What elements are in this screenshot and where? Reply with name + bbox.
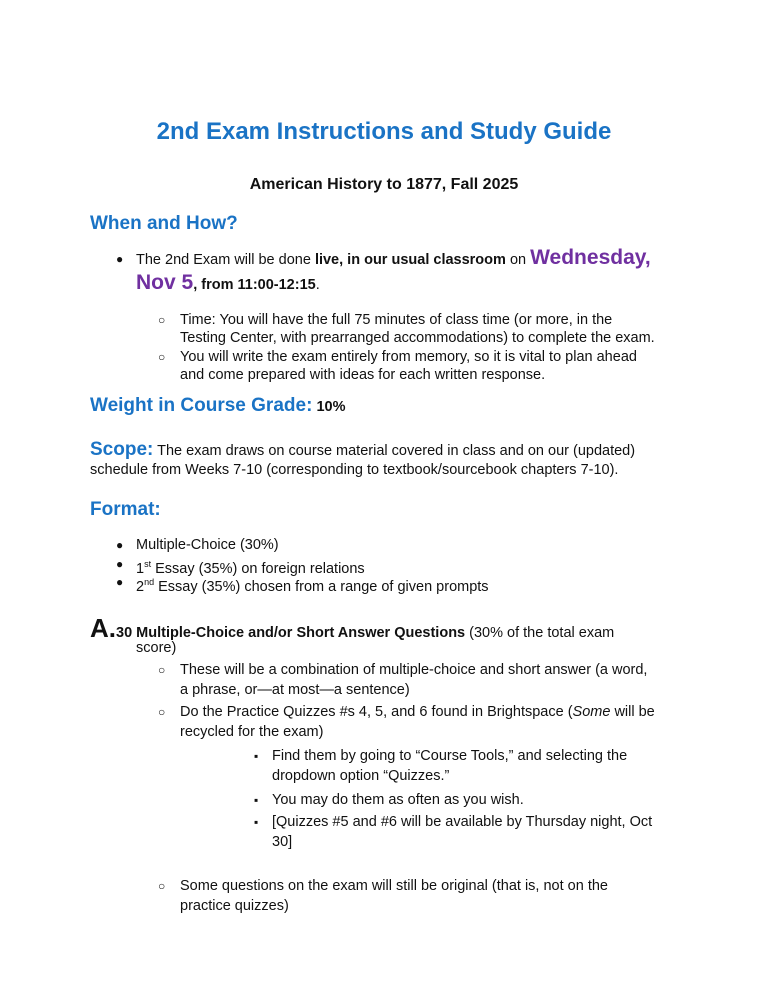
text: Time: You will have the full 75 minutes of class time (or more, in the (180, 312, 613, 328)
text: 2 (136, 578, 145, 595)
subtitle: American History to 1877, Fall 2025 (249, 176, 519, 193)
exam-date: Wednesday, (530, 246, 651, 269)
text: Some questions on the exam will still be original (that is, not on the (180, 878, 608, 894)
text: You will write the exam entirely from memory, so it is vital to plan ahead (180, 349, 637, 365)
text: Find them by going to “Course Tools,” and selecting the (272, 748, 628, 764)
circle-bullet-icon: ○ (158, 879, 166, 893)
text: Testing Center, with prearranged accommodations) to complete the exam. (180, 330, 655, 346)
text: a phrase, or—at most—a sentence) (180, 682, 410, 698)
bullet-icon: ● (116, 538, 124, 552)
circle-bullet-icon: ○ (158, 350, 166, 364)
section-letter: A. (90, 613, 116, 643)
text: (30% of the total exam (465, 625, 615, 641)
weight-line (90, 394, 345, 419)
exam-time: , from 11:00-12:15 (193, 277, 316, 293)
square-bullet-icon: ▪ (254, 793, 259, 807)
text: dropdown option “Quizzes.” (272, 768, 450, 784)
list-item (136, 573, 489, 596)
weight-value: 10% (316, 399, 346, 415)
text: nd (144, 577, 155, 587)
text: Essay (35%) on foreign relations (151, 560, 365, 577)
text-italic: Some (572, 704, 611, 720)
text: recycled for the exam) (180, 724, 324, 740)
square-bullet-icon: ▪ (254, 749, 259, 763)
text: Essay (35%) chosen from a range of given prompts (154, 578, 489, 595)
when-line-1 (136, 246, 651, 272)
heading-scope: Scope: (90, 439, 154, 460)
text-bold: 30 Multiple-Choice and/or Short Answer Questions (116, 625, 466, 641)
scope-line (90, 438, 635, 463)
bullet-icon: ● (116, 557, 124, 571)
text: will be (610, 704, 655, 720)
page-title: 2nd Exam Instructions and Study Guide (156, 118, 612, 145)
list-item: Multiple-Choice (30%) (136, 537, 279, 553)
square-bullet-icon: ▪ (254, 815, 259, 829)
bullet-icon: ● (116, 575, 124, 589)
text: The 2nd Exam will be done (136, 252, 315, 268)
circle-bullet-icon: ○ (158, 705, 166, 719)
circle-bullet-icon: ○ (158, 313, 166, 327)
bullet-icon: ● (116, 252, 124, 266)
text: on (505, 252, 531, 268)
exam-date: Nov 5 (136, 271, 194, 294)
text: st (144, 559, 152, 569)
heading-weight: Weight in Course Grade: (90, 395, 313, 416)
text-bold: live, in our usual classroom (314, 252, 506, 268)
text: practice quizzes) (180, 898, 289, 914)
text: You may do them as often as you wish. (272, 792, 524, 808)
text: . (315, 277, 320, 293)
text: [Quizzes #5 and #6 will be available by Thursday night, Oct (272, 814, 653, 830)
heading-when: When and How? (90, 213, 238, 234)
circle-bullet-icon: ○ (158, 663, 166, 677)
text: Do the Practice Quizzes #s 4, 5, and 6 found in Brightspace ( (180, 704, 573, 720)
text: 30] (272, 834, 293, 850)
heading-format: Format: (90, 499, 161, 520)
text: These will be a combination of multiple-choice and short answer (a word, (180, 662, 648, 678)
text (180, 703, 655, 721)
text: 1 (136, 560, 145, 577)
when-line-2 (136, 271, 320, 297)
text: score) (136, 640, 177, 656)
text: schedule from Weeks 7-10 (corresponding to textbook/sourcebook chapters 7-10). (90, 462, 619, 478)
text: and come prepared with ideas for each written response. (180, 367, 546, 383)
text: The exam draws on course material covered in class and on our (updated) (153, 443, 636, 459)
